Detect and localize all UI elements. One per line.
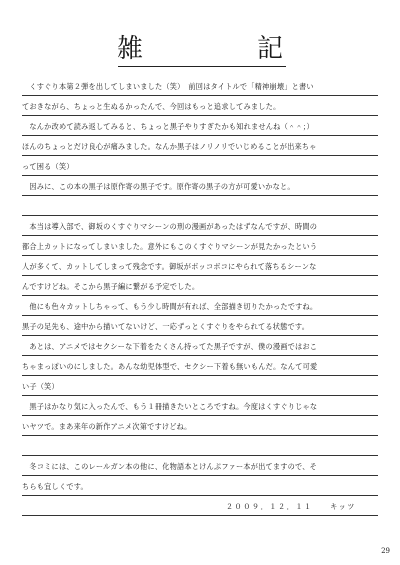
title-underline [118, 66, 286, 67]
essay-line: んですけどね。そこから黒子編に繋がる予定でした。 [22, 276, 378, 296]
essay-line: あとは、アニメではセクシーな下着をたくさん持ってた黒子ですが、僕の漫画ではおこ [22, 336, 378, 356]
essay-line: 冬コミには、このレールガン本の他に、化物語本とけんぷファー本が出てますので、そ [22, 456, 378, 476]
essay-line: い子（笑） [22, 376, 378, 396]
essay-line [22, 196, 378, 216]
essay-line: 都合上カットになってしまいました。意外にもこのくすぐりマシーンが見たかったという [22, 236, 378, 256]
essay-line: って困る（笑） [22, 156, 378, 176]
essay-line: 黒子はかなり気に入ったんで、もう１冊描きたいところですね。今度はくすぐりじゃな [22, 396, 378, 416]
essay-line: 人が多くて、カットしてしまって残念です。御坂がボッコボコにやられて落ちるシーンな [22, 256, 378, 276]
page-number: 29 [381, 547, 390, 555]
essay-line: 他にも色々カットしちゃって、もう少し時間が有れば、全部描き切りたかったですね。 [22, 296, 378, 316]
essay-line: 因みに、この本の黒子は原作寄の黒子です。原作寄の黒子の方が可愛いかなと。 [22, 176, 378, 196]
essay-line: ほんのちょっとだけ良心が痛みました。なんか黒子はノリノリでいじめることが出来ちゃ [22, 136, 378, 156]
essay-line: ちらも宜しくです。 [22, 476, 378, 496]
essay-line [22, 436, 378, 456]
essay-line: なんか改めて読み返してみると、ちょっと黒子やりすぎたかも知れませんね（＾＾；） [22, 116, 378, 136]
essay-line: ちゃまっぽいのにしました。あんな幼児体型で、セクシー下着も無いもんだ。なんて可愛 [22, 356, 378, 376]
essay-line: ておきながら、ちょっと生ぬるかったんで、今回はもっと追求してみました。 [22, 96, 378, 116]
page-title: 雑 記 [116, 34, 327, 64]
essay-line: くすぐり本第２弾を出してしまいました（笑） 前回はタイトルで「精神崩壊」と書い [22, 76, 378, 96]
essay-line: いヤツで。まあ来年の新作アニメ次第ですけどね。 [22, 416, 378, 436]
essay-line: 黒子の足先も、途中から描いてないけど、一応ずっとくすぐりをやられてる状態です。 [22, 316, 378, 336]
essay-line: 本当は導入部で、御坂のくすぐりマシーンの刑の漫画があったはずなんですが、時間の [22, 216, 378, 236]
signature-line: ２００９．１２．１１ キッツ [22, 496, 378, 516]
